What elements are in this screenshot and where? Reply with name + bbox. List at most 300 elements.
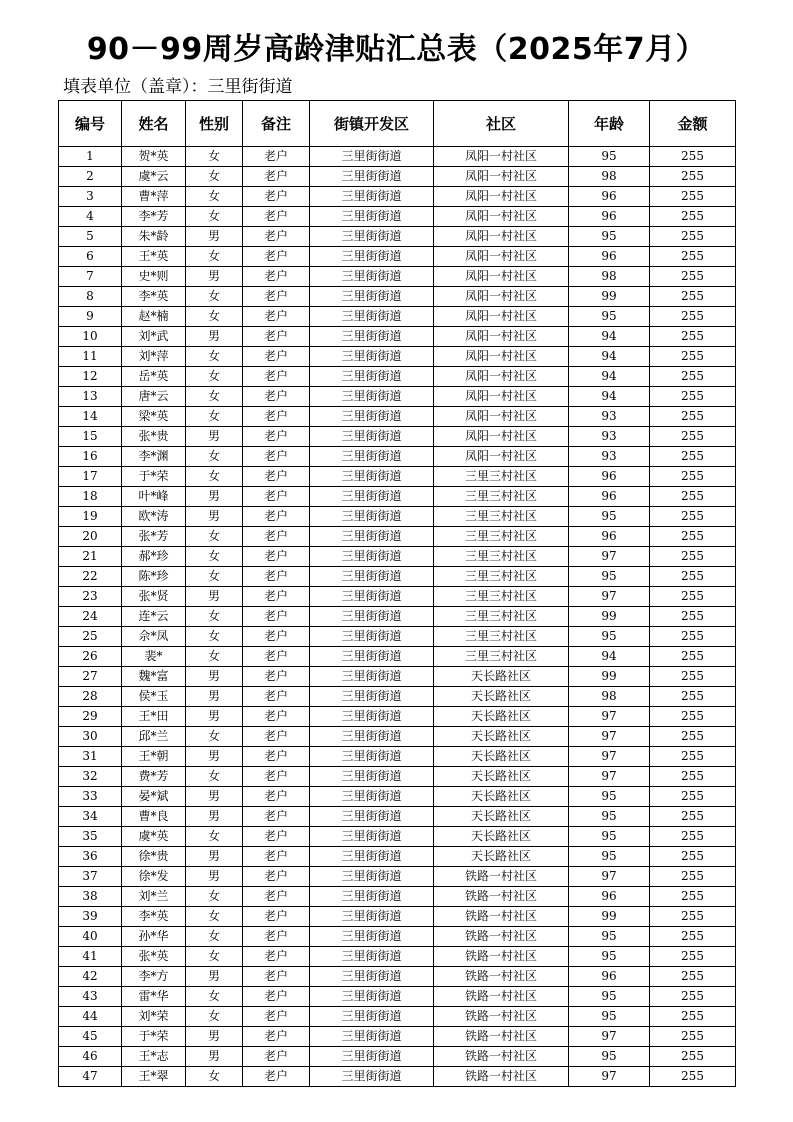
cell-amount: 255 <box>650 887 736 907</box>
cell-community: 凤阳一村社区 <box>434 387 569 407</box>
cell-community: 三里三村社区 <box>434 647 569 667</box>
cell-community: 凤阳一村社区 <box>434 227 569 247</box>
cell-note: 老户 <box>243 207 310 227</box>
cell-community: 天长路社区 <box>434 807 569 827</box>
cell-subdistrict: 三里街街道 <box>310 367 434 387</box>
cell-subdistrict: 三里街街道 <box>310 267 434 287</box>
cell-community: 凤阳一村社区 <box>434 267 569 287</box>
cell-age: 96 <box>569 187 650 207</box>
table-row <box>59 1067 736 1087</box>
cell-note: 老户 <box>243 327 310 347</box>
table-row <box>59 727 736 747</box>
cell-note: 老户 <box>243 307 310 327</box>
cell-subdistrict: 三里街街道 <box>310 667 434 687</box>
cell-community: 凤阳一村社区 <box>434 187 569 207</box>
cell-id: 36 <box>59 847 122 867</box>
cell-id: 40 <box>59 927 122 947</box>
cell-name: 王*朝 <box>122 747 186 767</box>
cell-gender: 男 <box>186 787 243 807</box>
cell-note: 老户 <box>243 1067 310 1087</box>
cell-age: 96 <box>569 487 650 507</box>
cell-note: 老户 <box>243 367 310 387</box>
cell-id: 24 <box>59 607 122 627</box>
cell-community: 凤阳一村社区 <box>434 347 569 367</box>
cell-community: 铁路一村社区 <box>434 887 569 907</box>
cell-age: 93 <box>569 447 650 467</box>
cell-name: 刘*荣 <box>122 1007 186 1027</box>
cell-community: 铁路一村社区 <box>434 1007 569 1027</box>
cell-gender: 女 <box>186 627 243 647</box>
cell-gender: 男 <box>186 1047 243 1067</box>
cell-community: 天长路社区 <box>434 787 569 807</box>
cell-amount: 255 <box>650 507 736 527</box>
cell-name: 王*志 <box>122 1047 186 1067</box>
cell-subdistrict: 三里街街道 <box>310 707 434 727</box>
table-row <box>59 447 736 467</box>
cell-id: 27 <box>59 667 122 687</box>
cell-subdistrict: 三里街街道 <box>310 887 434 907</box>
table-row <box>59 987 736 1007</box>
cell-name: 曹*良 <box>122 807 186 827</box>
cell-amount: 255 <box>650 787 736 807</box>
cell-subdistrict: 三里街街道 <box>310 387 434 407</box>
cell-amount: 255 <box>650 207 736 227</box>
header-id: 编号 <box>59 101 122 147</box>
cell-amount: 255 <box>650 387 736 407</box>
table-row <box>59 527 736 547</box>
cell-id: 5 <box>59 227 122 247</box>
cell-name: 张*芳 <box>122 527 186 547</box>
cell-gender: 女 <box>186 907 243 927</box>
cell-gender: 女 <box>186 827 243 847</box>
cell-id: 18 <box>59 487 122 507</box>
table-row <box>59 607 736 627</box>
cell-age: 95 <box>569 147 650 167</box>
cell-community: 天长路社区 <box>434 827 569 847</box>
cell-note: 老户 <box>243 1047 310 1067</box>
cell-subdistrict: 三里街街道 <box>310 327 434 347</box>
cell-subdistrict: 三里街街道 <box>310 967 434 987</box>
cell-note: 老户 <box>243 647 310 667</box>
cell-subdistrict: 三里街街道 <box>310 207 434 227</box>
cell-name: 唐*云 <box>122 387 186 407</box>
cell-subdistrict: 三里街街道 <box>310 847 434 867</box>
cell-id: 12 <box>59 367 122 387</box>
cell-gender: 女 <box>186 387 243 407</box>
cell-name: 雷*华 <box>122 987 186 1007</box>
cell-subdistrict: 三里街街道 <box>310 647 434 667</box>
table-row <box>59 507 736 527</box>
cell-id: 6 <box>59 247 122 267</box>
cell-community: 三里三村社区 <box>434 527 569 547</box>
cell-gender: 女 <box>186 647 243 667</box>
cell-amount: 255 <box>650 947 736 967</box>
cell-amount: 255 <box>650 447 736 467</box>
cell-age: 96 <box>569 967 650 987</box>
cell-gender: 女 <box>186 567 243 587</box>
table-row <box>59 227 736 247</box>
cell-amount: 255 <box>650 847 736 867</box>
cell-amount: 255 <box>650 987 736 1007</box>
cell-subdistrict: 三里街街道 <box>310 527 434 547</box>
cell-amount: 255 <box>650 607 736 627</box>
table-row <box>59 1047 736 1067</box>
header-amount: 金额 <box>650 101 736 147</box>
cell-note: 老户 <box>243 407 310 427</box>
cell-gender: 男 <box>186 807 243 827</box>
cell-amount: 255 <box>650 927 736 947</box>
cell-gender: 女 <box>186 1007 243 1027</box>
table-row <box>59 947 736 967</box>
cell-community: 凤阳一村社区 <box>434 207 569 227</box>
cell-amount: 255 <box>650 307 736 327</box>
cell-community: 天长路社区 <box>434 747 569 767</box>
cell-note: 老户 <box>243 887 310 907</box>
table-row <box>59 627 736 647</box>
table-row <box>59 407 736 427</box>
table-row <box>59 647 736 667</box>
cell-note: 老户 <box>243 387 310 407</box>
table-row <box>59 687 736 707</box>
cell-id: 22 <box>59 567 122 587</box>
cell-amount: 255 <box>650 707 736 727</box>
cell-amount: 255 <box>650 687 736 707</box>
cell-age: 95 <box>569 507 650 527</box>
cell-id: 21 <box>59 547 122 567</box>
cell-gender: 男 <box>186 967 243 987</box>
table-row <box>59 907 736 927</box>
cell-subdistrict: 三里街街道 <box>310 947 434 967</box>
cell-note: 老户 <box>243 827 310 847</box>
cell-age: 96 <box>569 207 650 227</box>
cell-name: 李*方 <box>122 967 186 987</box>
cell-id: 9 <box>59 307 122 327</box>
cell-subdistrict: 三里街街道 <box>310 767 434 787</box>
cell-id: 26 <box>59 647 122 667</box>
cell-amount: 255 <box>650 1067 736 1087</box>
cell-community: 凤阳一村社区 <box>434 147 569 167</box>
cell-gender: 男 <box>186 867 243 887</box>
cell-note: 老户 <box>243 507 310 527</box>
table-row <box>59 707 736 727</box>
table-row <box>59 207 736 227</box>
header-community: 社区 <box>434 101 569 147</box>
cell-gender: 女 <box>186 367 243 387</box>
header-note: 备注 <box>243 101 310 147</box>
cell-note: 老户 <box>243 947 310 967</box>
cell-community: 凤阳一村社区 <box>434 287 569 307</box>
header-name: 姓名 <box>122 101 186 147</box>
cell-note: 老户 <box>243 567 310 587</box>
cell-subdistrict: 三里街街道 <box>310 147 434 167</box>
cell-name: 叶*峰 <box>122 487 186 507</box>
cell-subdistrict: 三里街街道 <box>310 627 434 647</box>
cell-name: 裴* <box>122 647 186 667</box>
cell-note: 老户 <box>243 547 310 567</box>
cell-age: 95 <box>569 807 650 827</box>
cell-name: 欧*涛 <box>122 507 186 527</box>
cell-name: 刘*武 <box>122 327 186 347</box>
cell-id: 42 <box>59 967 122 987</box>
cell-age: 95 <box>569 227 650 247</box>
cell-name: 李*英 <box>122 907 186 927</box>
cell-gender: 女 <box>186 467 243 487</box>
cell-name: 于*荣 <box>122 1027 186 1047</box>
cell-gender: 男 <box>186 847 243 867</box>
cell-id: 34 <box>59 807 122 827</box>
cell-subdistrict: 三里街街道 <box>310 987 434 1007</box>
cell-name: 李*芳 <box>122 207 186 227</box>
cell-subdistrict: 三里街街道 <box>310 807 434 827</box>
cell-amount: 255 <box>650 487 736 507</box>
cell-id: 19 <box>59 507 122 527</box>
cell-age: 97 <box>569 707 650 727</box>
cell-gender: 女 <box>186 147 243 167</box>
table-row <box>59 1007 736 1027</box>
cell-name: 贺*英 <box>122 147 186 167</box>
cell-gender: 男 <box>186 1027 243 1047</box>
cell-name: 晏*斌 <box>122 787 186 807</box>
cell-name: 虞*云 <box>122 167 186 187</box>
table-row <box>59 927 736 947</box>
cell-gender: 女 <box>186 307 243 327</box>
cell-name: 张*贤 <box>122 587 186 607</box>
cell-community: 铁路一村社区 <box>434 987 569 1007</box>
cell-community: 凤阳一村社区 <box>434 247 569 267</box>
cell-gender: 女 <box>186 607 243 627</box>
cell-subdistrict: 三里街街道 <box>310 447 434 467</box>
subsidy-table <box>58 100 736 1087</box>
cell-gender: 女 <box>186 287 243 307</box>
cell-gender: 男 <box>186 707 243 727</box>
cell-community: 天长路社区 <box>434 687 569 707</box>
cell-age: 94 <box>569 327 650 347</box>
cell-note: 老户 <box>243 787 310 807</box>
cell-age: 97 <box>569 747 650 767</box>
cell-name: 王*田 <box>122 707 186 727</box>
cell-note: 老户 <box>243 487 310 507</box>
cell-gender: 女 <box>186 247 243 267</box>
cell-community: 铁路一村社区 <box>434 1027 569 1047</box>
cell-age: 94 <box>569 387 650 407</box>
cell-amount: 255 <box>650 187 736 207</box>
cell-name: 邱*兰 <box>122 727 186 747</box>
cell-name: 侯*玉 <box>122 687 186 707</box>
cell-age: 93 <box>569 427 650 447</box>
cell-note: 老户 <box>243 747 310 767</box>
cell-amount: 255 <box>650 467 736 487</box>
reporting-unit-label: 填表单位（盖章）：三里街街道 <box>63 77 293 97</box>
cell-note: 老户 <box>243 687 310 707</box>
cell-community: 铁路一村社区 <box>434 907 569 927</box>
cell-community: 三里三村社区 <box>434 607 569 627</box>
cell-community: 三里三村社区 <box>434 587 569 607</box>
cell-gender: 男 <box>186 587 243 607</box>
cell-name: 李*渊 <box>122 447 186 467</box>
cell-amount: 255 <box>650 167 736 187</box>
cell-gender: 男 <box>186 507 243 527</box>
cell-amount: 255 <box>650 427 736 447</box>
cell-name: 张*英 <box>122 947 186 967</box>
cell-community: 铁路一村社区 <box>434 947 569 967</box>
cell-subdistrict: 三里街街道 <box>310 1007 434 1027</box>
cell-community: 铁路一村社区 <box>434 867 569 887</box>
cell-age: 94 <box>569 347 650 367</box>
cell-age: 97 <box>569 547 650 567</box>
cell-amount: 255 <box>650 647 736 667</box>
table-row <box>59 867 736 887</box>
table-row <box>59 347 736 367</box>
table-row <box>59 247 736 267</box>
table-header <box>59 101 736 147</box>
cell-name: 徐*发 <box>122 867 186 887</box>
table-row <box>59 807 736 827</box>
cell-subdistrict: 三里街街道 <box>310 227 434 247</box>
cell-name: 梁*英 <box>122 407 186 427</box>
cell-community: 三里三村社区 <box>434 467 569 487</box>
cell-community: 天长路社区 <box>434 767 569 787</box>
cell-name: 虞*英 <box>122 827 186 847</box>
cell-gender: 女 <box>186 347 243 367</box>
cell-age: 95 <box>569 947 650 967</box>
cell-community: 天长路社区 <box>434 847 569 867</box>
cell-id: 33 <box>59 787 122 807</box>
cell-amount: 255 <box>650 967 736 987</box>
table-row <box>59 487 736 507</box>
cell-note: 老户 <box>243 227 310 247</box>
cell-id: 14 <box>59 407 122 427</box>
cell-age: 95 <box>569 927 650 947</box>
cell-community: 凤阳一村社区 <box>434 407 569 427</box>
cell-community: 铁路一村社区 <box>434 927 569 947</box>
cell-amount: 255 <box>650 1027 736 1047</box>
cell-id: 44 <box>59 1007 122 1027</box>
cell-gender: 男 <box>186 487 243 507</box>
cell-gender: 女 <box>186 547 243 567</box>
cell-gender: 女 <box>186 447 243 467</box>
cell-amount: 255 <box>650 347 736 367</box>
cell-age: 96 <box>569 527 650 547</box>
cell-amount: 255 <box>650 727 736 747</box>
cell-note: 老户 <box>243 427 310 447</box>
cell-id: 30 <box>59 727 122 747</box>
cell-id: 46 <box>59 1047 122 1067</box>
cell-gender: 男 <box>186 427 243 447</box>
cell-amount: 255 <box>650 287 736 307</box>
cell-name: 刘*萍 <box>122 347 186 367</box>
cell-amount: 255 <box>650 407 736 427</box>
table-row <box>59 327 736 347</box>
cell-note: 老户 <box>243 267 310 287</box>
table-row <box>59 167 736 187</box>
cell-id: 43 <box>59 987 122 1007</box>
cell-subdistrict: 三里街街道 <box>310 347 434 367</box>
cell-age: 96 <box>569 247 650 267</box>
cell-gender: 男 <box>186 327 243 347</box>
cell-amount: 255 <box>650 767 736 787</box>
table-row <box>59 427 736 447</box>
cell-gender: 女 <box>186 987 243 1007</box>
cell-id: 1 <box>59 147 122 167</box>
cell-amount: 255 <box>650 587 736 607</box>
cell-age: 93 <box>569 407 650 427</box>
cell-name: 史*则 <box>122 267 186 287</box>
cell-subdistrict: 三里街街道 <box>310 1067 434 1087</box>
cell-amount: 255 <box>650 327 736 347</box>
page-title: 90－99周岁高龄津贴汇总表（2025年7月） <box>86 32 707 67</box>
cell-note: 老户 <box>243 247 310 267</box>
cell-note: 老户 <box>243 587 310 607</box>
cell-community: 三里三村社区 <box>434 487 569 507</box>
table-row <box>59 847 736 867</box>
cell-age: 95 <box>569 827 650 847</box>
cell-id: 38 <box>59 887 122 907</box>
cell-id: 20 <box>59 527 122 547</box>
cell-amount: 255 <box>650 247 736 267</box>
table-row <box>59 287 736 307</box>
table-row <box>59 147 736 167</box>
cell-amount: 255 <box>650 907 736 927</box>
cell-amount: 255 <box>650 667 736 687</box>
cell-gender: 男 <box>186 667 243 687</box>
cell-amount: 255 <box>650 827 736 847</box>
cell-note: 老户 <box>243 467 310 487</box>
cell-name: 费*芳 <box>122 767 186 787</box>
cell-note: 老户 <box>243 907 310 927</box>
cell-age: 95 <box>569 1007 650 1027</box>
cell-subdistrict: 三里街街道 <box>310 607 434 627</box>
cell-subdistrict: 三里街街道 <box>310 487 434 507</box>
table-row <box>59 767 736 787</box>
cell-id: 47 <box>59 1067 122 1087</box>
cell-gender: 女 <box>186 187 243 207</box>
cell-name: 刘*兰 <box>122 887 186 907</box>
cell-id: 41 <box>59 947 122 967</box>
cell-subdistrict: 三里街街道 <box>310 507 434 527</box>
cell-community: 凤阳一村社区 <box>434 367 569 387</box>
cell-age: 95 <box>569 847 650 867</box>
cell-id: 32 <box>59 767 122 787</box>
table-row <box>59 587 736 607</box>
cell-age: 99 <box>569 607 650 627</box>
cell-gender: 男 <box>186 687 243 707</box>
cell-age: 95 <box>569 1047 650 1067</box>
cell-id: 10 <box>59 327 122 347</box>
cell-subdistrict: 三里街街道 <box>310 827 434 847</box>
cell-subdistrict: 三里街街道 <box>310 407 434 427</box>
cell-name: 曹*萍 <box>122 187 186 207</box>
cell-subdistrict: 三里街街道 <box>310 567 434 587</box>
cell-name: 佘*凤 <box>122 627 186 647</box>
cell-name: 李*英 <box>122 287 186 307</box>
cell-subdistrict: 三里街街道 <box>310 547 434 567</box>
cell-age: 94 <box>569 647 650 667</box>
cell-note: 老户 <box>243 167 310 187</box>
cell-amount: 255 <box>650 867 736 887</box>
table-row <box>59 667 736 687</box>
cell-subdistrict: 三里街街道 <box>310 587 434 607</box>
cell-note: 老户 <box>243 727 310 747</box>
cell-amount: 255 <box>650 807 736 827</box>
cell-name: 于*荣 <box>122 467 186 487</box>
table-body <box>59 147 736 1087</box>
cell-age: 94 <box>569 367 650 387</box>
cell-note: 老户 <box>243 807 310 827</box>
cell-community: 凤阳一村社区 <box>434 447 569 467</box>
cell-age: 98 <box>569 687 650 707</box>
header-row <box>59 101 736 147</box>
cell-amount: 255 <box>650 547 736 567</box>
